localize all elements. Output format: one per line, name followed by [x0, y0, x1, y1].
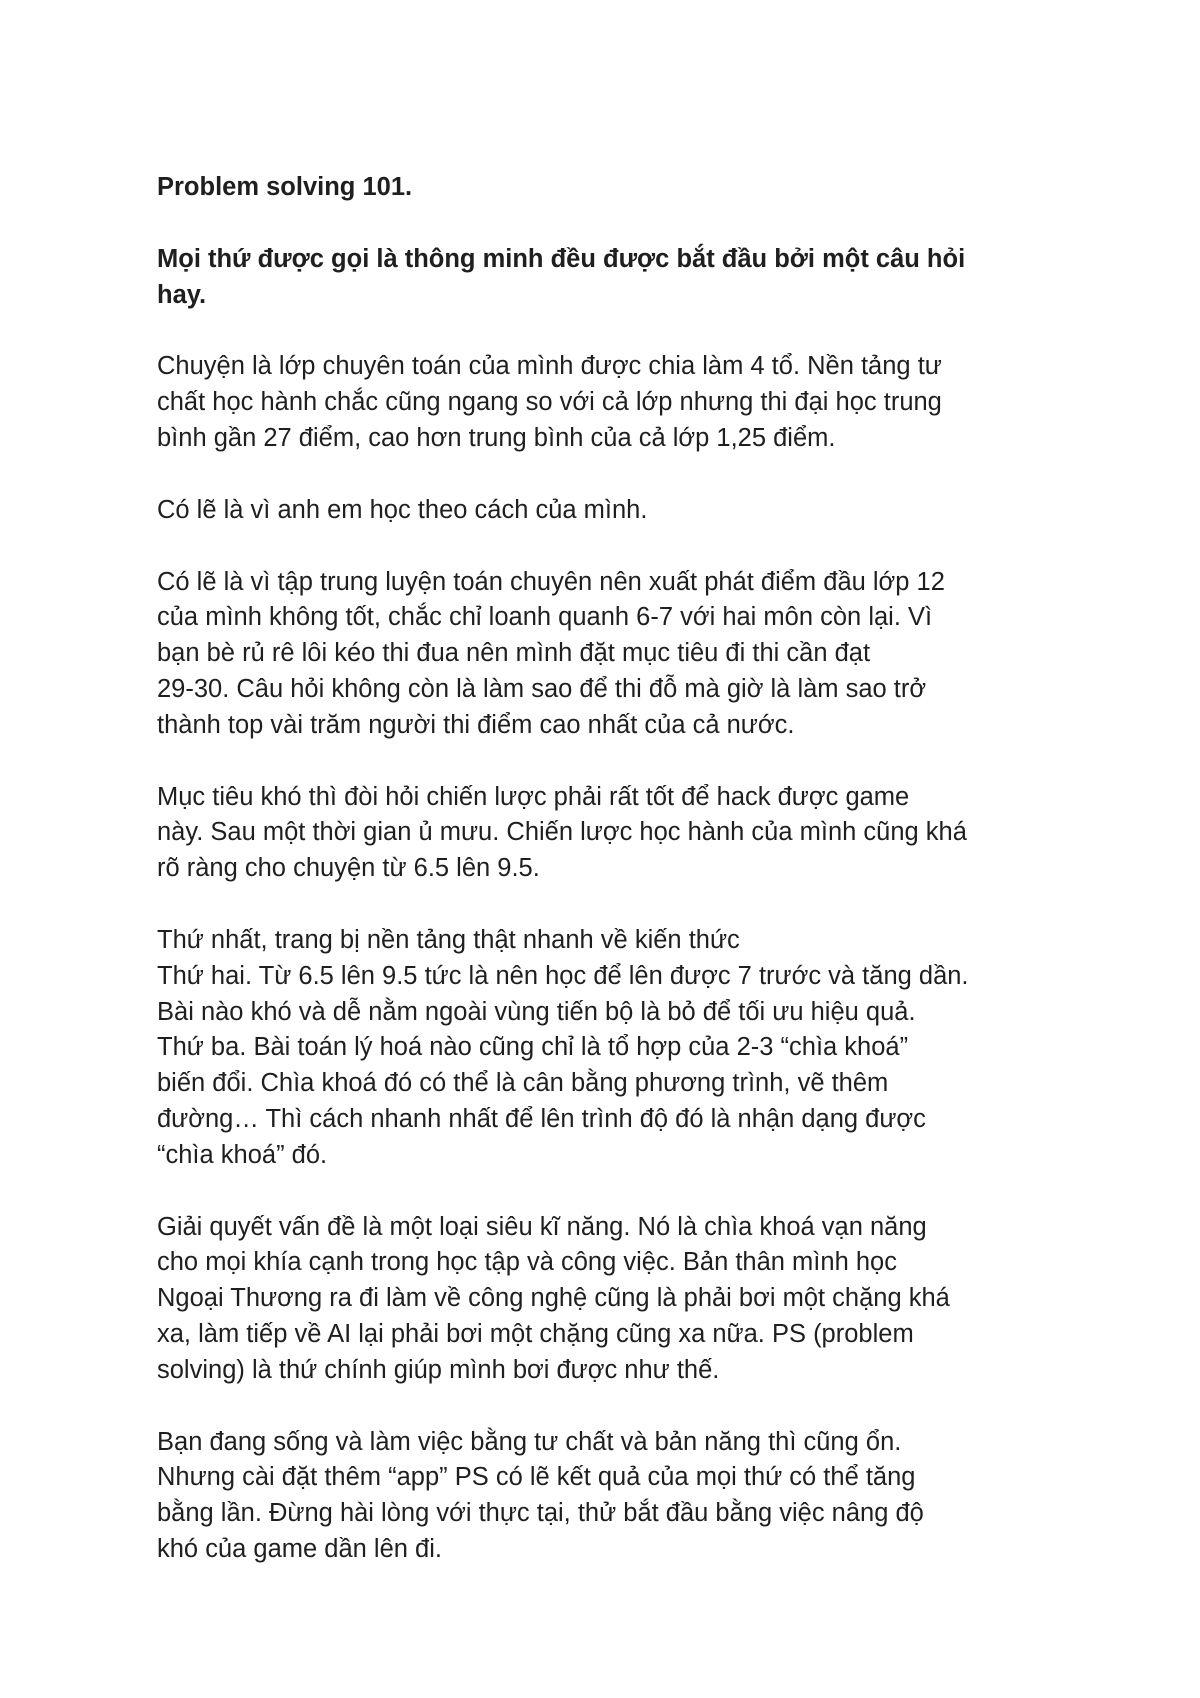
paragraph-line: cho mọi khía cạnh trong học tập và công việc. Bản thân mình học — [157, 1248, 897, 1277]
paragraph-line: của mình không tốt, chắc chỉ loanh quanh 6-7 với hai môn còn lại. Vì — [157, 603, 933, 632]
document-body — [157, 170, 1057, 1568]
paragraph-line: Thứ ba. Bài toán lý hoá nào cũng chỉ là tổ hợp của 2-3 “chìa khoá” — [157, 1033, 909, 1062]
paragraph-line: Ngoại Thương ra đi làm về công nghệ cũng là phải bơi một chặng khá — [157, 1284, 950, 1313]
paragraph-line: biến đổi. Chìa khoá đó có thể là cân bằng phương trình, vẽ thêm — [157, 1069, 889, 1098]
paragraph-line: thành top vài trăm người thi điểm cao nhất của cả nước. — [157, 710, 795, 739]
paragraph-line: Giải quyết vấn đề là một loại siêu kĩ năng. Nó là chìa khoá vạn năng — [157, 1212, 927, 1241]
subtitle-line: hay. — [157, 280, 207, 309]
paragraph-line: đường… Thì cách nhanh nhất để lên trình độ đó là nhận dạng được — [157, 1104, 926, 1133]
paragraph-problem-solving — [157, 1210, 1057, 1389]
paragraph-line: chất học hành chắc cũng ngang so với cả lớp nhưng thi đại học trung — [157, 388, 942, 417]
paragraph-class-intro — [157, 349, 1057, 456]
paragraph-line: solving) là thứ chính giúp mình bơi được như thế. — [157, 1355, 720, 1384]
paragraph-line: khó của game dần lên đi. — [157, 1534, 442, 1563]
document-title: Problem solving 101. — [157, 173, 413, 201]
paragraph-line: Có lẽ là vì anh em học theo cách của mình. — [157, 495, 648, 524]
paragraph-line: “chìa khoá” đó. — [157, 1140, 328, 1169]
paragraph-line: xa, làm tiếp về AI lại phải bơi một chặng cũng xa nữa. PS (problem — [157, 1319, 914, 1348]
paragraph-conclusion — [157, 1425, 1057, 1568]
paragraph-line: Bạn đang sống và làm việc bằng tư chất và bản năng thì cũng ổn. — [157, 1427, 902, 1456]
paragraph-reason — [157, 493, 1057, 529]
paragraph-line: 29-30. Câu hỏi không còn là làm sao để thi đỗ mà giờ là làm sao trở — [157, 674, 927, 703]
paragraph-line: Chuyện là lớp chuyên toán của mình được chia làm 4 tổ. Nền tảng tư — [157, 352, 942, 381]
paragraph-line: Thứ hai. Từ 6.5 lên 9.5 tức là nên học để lên được 7 trước và tăng dần. — [157, 961, 969, 990]
paragraph-line: bằng lần. Đừng hài lòng với thực tại, thử bắt đầu bằng việc nâng độ — [157, 1499, 924, 1528]
paragraph-line: này. Sau một thời gian ủ mưu. Chiến lược học hành của mình cũng khá — [157, 818, 967, 847]
paragraph-line: rõ ràng cho chuyện từ 6.5 lên 9.5. — [157, 854, 540, 883]
paragraph-line: Nhưng cài đặt thêm “app” PS có lẽ kết quả của mọi thứ có thể tăng — [157, 1463, 916, 1492]
document-subtitle — [157, 242, 1057, 314]
paragraph-line: Bài nào khó và dễ nằm ngoài vùng tiến bộ là bỏ để tối ưu hiệu quả. — [157, 997, 916, 1026]
paragraph-goal-setting — [157, 565, 1057, 744]
subtitle-line: Mọi thứ được gọi là thông minh đều được bắt đầu bởi một câu hỏi — [157, 244, 966, 273]
paragraph-strategy — [157, 780, 1057, 887]
paragraph-line: Mục tiêu khó thì đòi hỏi chiến lược phải rất tốt để hack được game — [157, 782, 910, 811]
paragraph-line: bạn bè rủ rê lôi kéo thi đua nên mình đặt mục tiêu đi thi cần đạt — [157, 639, 871, 668]
paragraph-line: bình gần 27 điểm, cao hơn trung bình của cả lớp 1,25 điểm. — [157, 423, 836, 452]
paragraph-line: Thứ nhất, trang bị nền tảng thật nhanh về kiến thức — [157, 925, 740, 954]
paragraph-steps — [157, 923, 1057, 1174]
paragraph-line: Có lẽ là vì tập trung luyện toán chuyên nên xuất phát điểm đầu lớp 12 — [157, 567, 945, 596]
